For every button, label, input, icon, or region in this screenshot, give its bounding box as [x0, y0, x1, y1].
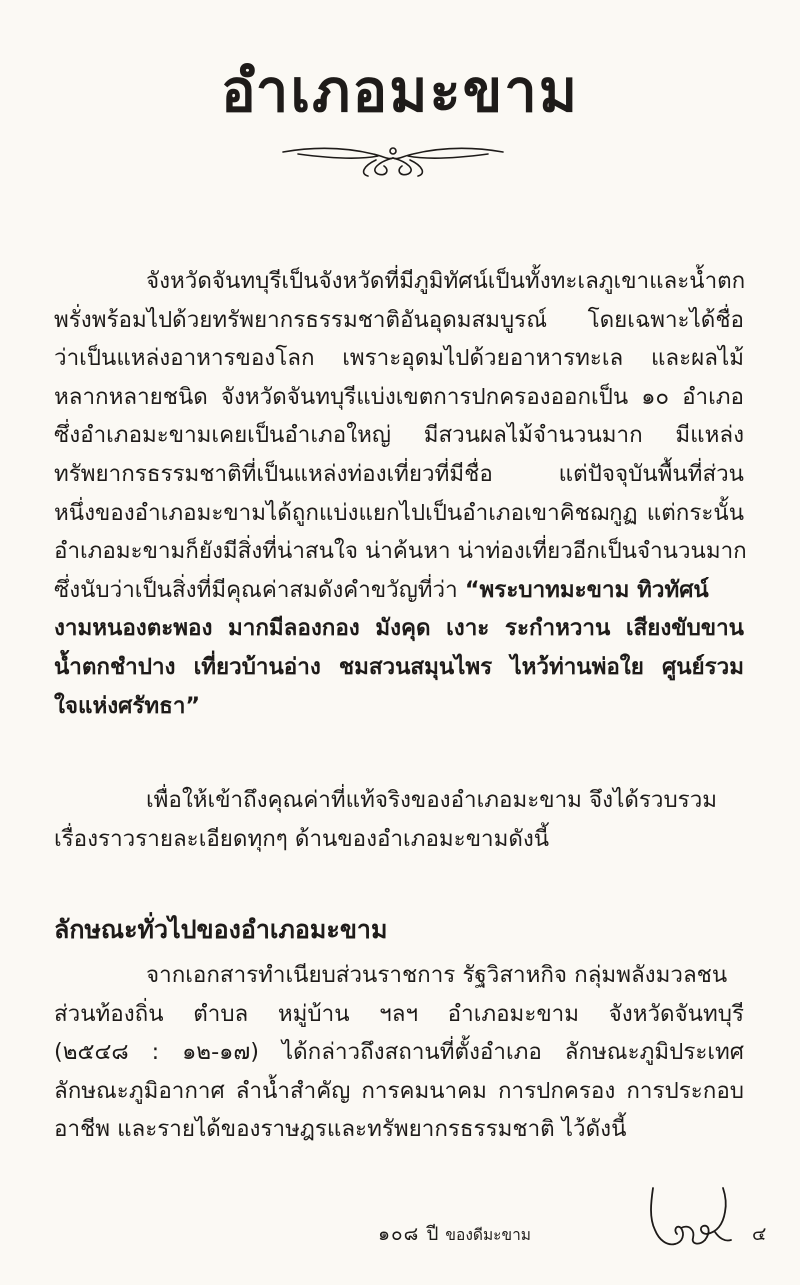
text-line: อำเภอมะขามก็ยังมีสิ่งที่น่าสนใจ น่าค้นหา น่าท่องเที่ยวอีกเป็นจำนวนมาก: [54, 538, 747, 565]
slogan-line: น้ำตกชำปาง เที่ยวบ้านอ่าง ชมสวนสมุนไพร ไหว้ท่านพ่อใย ศูนย์รวม: [54, 653, 744, 680]
slogan-text: “พระบาทมะขาม ทิวทัศน์: [464, 576, 709, 603]
text-span: ซึ่งนับว่าเป็นสิ่งที่มีคุณค่าสมดังคำขวัญที่ว่า: [54, 576, 465, 603]
footer-years: ๑๐๘ ปี: [378, 1223, 440, 1245]
text-line: ส่วนท้องถิ่น ตำบล หมู่บ้าน ฯลฯ อำเภอมะขาม จังหวัดจันทบุรี: [54, 1000, 744, 1027]
text-line: ว่าเป็นแหล่งอาหารของโลก เพราะอุดมไปด้วยอาหารทะเล และผลไม้: [54, 345, 744, 372]
text-line: ซึ่งอำเภอมะขามเคยเป็นอำเภอใหญ่ มีสวนผลไม้จำนวนมาก มีแหล่ง: [54, 422, 744, 449]
text-line: อาชีพ และรายได้ของราษฎรและทรัพยากรธรรมชาติ ไว้ดังนี้: [54, 1116, 627, 1143]
slogan-line: ใจแห่งศรัทธา”: [54, 692, 201, 719]
text-line: ทรัพยากรธรรมชาติที่เป็นแหล่งท่องเที่ยวที่มีชื่อ แต่ปัจจุบันพื้นที่ส่วน: [54, 460, 744, 487]
text-line: ลักษณะภูมิอากาศ ลำน้ำสำคัญ การคมนาคม การปกครอง การประกอบ: [54, 1077, 744, 1104]
hand-drawn-emblem-icon: [645, 1184, 735, 1256]
text-line: พรั่งพร้อมไปด้วยทรัพยากรธรรมชาติอันอุดมสมบูรณ์ โดยเฉพาะได้ชื่อ: [54, 306, 744, 333]
page-number: ๔: [752, 1223, 767, 1245]
text-line: (๒๕๔๘ : ๑๒-๑๗) ได้กล่าวถึงสถานที่ตั้งอำเภอ ลักษณะภูมิประเทศ: [54, 1039, 744, 1066]
section-heading: ลักษณะทั่วไปของอำเภอมะขาม: [54, 915, 388, 944]
intro-paragraph: [54, 262, 747, 725]
slogan-line: งามหนองตะพอง มากมีลองกอง มังคุด เงาะ ระกำหวาน เสียงขับขาน: [54, 615, 744, 642]
flourish-ornament-icon: [278, 136, 508, 180]
section-paragraph: [54, 956, 744, 1149]
purpose-paragraph: [54, 781, 744, 858]
footer-book-title: ของดีมะขาม: [445, 1226, 532, 1244]
page-title: อำเภอมะขาม: [220, 57, 580, 125]
footer-running-title: [378, 1219, 531, 1250]
text-line-with-slogan: [54, 571, 744, 610]
text-line: จากเอกสารทำเนียบส่วนราชการ รัฐวิสาหกิจ กลุ่มพลังมวลชน: [146, 962, 728, 988]
text-line: เรื่องราวรายละเอียดทุกๆ ด้านของอำเภอมะขามดังนี้: [54, 825, 550, 852]
text-line: จังหวัดจันทบุรีเป็นจังหวัดที่มีภูมิทัศน์เป็นทั้งทะเลภูเขาและน้ำตก: [146, 268, 746, 294]
text-line: เพื่อให้เข้าถึงคุณค่าที่แท้จริงของอำเภอมะขาม จึงได้รวบรวม: [146, 787, 718, 813]
text-line: หนึ่งของอำเภอมะขามได้ถูกแบ่งแยกไปเป็นอำเภอเขาคิชฌกูฏ แต่กระนั้น: [54, 499, 744, 526]
text-line: หลากหลายชนิด จังหวัดจันทบุรีแบ่งเขตการปกครองออกเป็น ๑๐ อำเภอ: [54, 383, 744, 410]
